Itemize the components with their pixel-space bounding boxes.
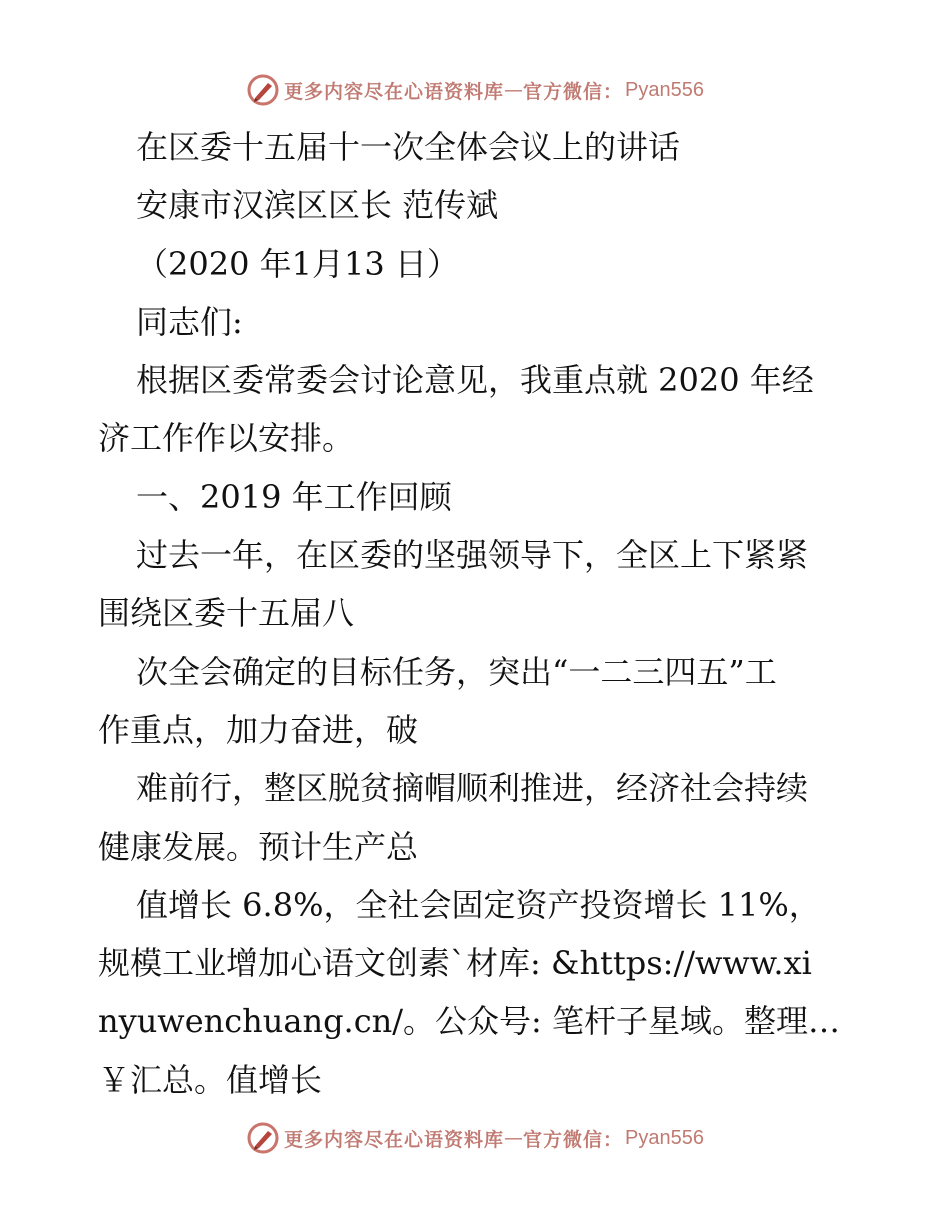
header-watermark-banner	[0, 70, 950, 110]
paragraph-line: ￥汇总。值增长	[98, 1060, 323, 1099]
paragraph-line: 健康发展。预计生产总	[98, 827, 419, 866]
paragraph-line: 难前行，整区脱贫摘帽顺利推进，经济社会持续	[136, 769, 809, 808]
footer-watermark-banner	[0, 1118, 950, 1158]
header-banner-wechat-label: 官方微信：	[523, 80, 624, 103]
speaker-line: 安康市汉滨区区长 范传斌	[136, 186, 499, 225]
paragraph-line: 规模工业增加心语文创素`材库: &https://www.xi	[98, 944, 812, 983]
date-line: （2020 年1月13 日）	[136, 244, 459, 283]
footer-banner-wechat-id: Pyan556	[625, 1126, 704, 1149]
section-heading: 一、2019 年工作回顾	[136, 477, 452, 516]
paragraph-line: 值增长 6.8%，全社会固定资产投资增长 11%，	[136, 885, 821, 924]
footer-banner-text: 更多内容尽在心语资料库	[284, 1128, 505, 1151]
footer-banner-separator: —	[504, 1127, 524, 1149]
pen-logo-icon	[246, 1121, 280, 1155]
paragraph-line: 次全会确定的目标任务，突出“一二三四五”工	[136, 652, 777, 691]
paragraph-line: 过去一年，在区委的坚强领导下，全区上下紧紧	[136, 536, 809, 575]
header-banner-separator: —	[504, 79, 524, 101]
header-banner-text: 更多内容尽在心语资料库	[284, 80, 505, 103]
document-body	[98, 118, 858, 1109]
footer-banner-wechat-label: 官方微信：	[523, 1128, 624, 1151]
paragraph-line: 济工作作以安排。	[98, 419, 355, 458]
pen-logo-icon	[246, 73, 280, 107]
paragraph-line: 根据区委常委会讨论意见，我重点就 2020 年经	[136, 361, 814, 400]
paragraph-line: nyuwenchuang.cn/。公众号: 笔杆子星域。整理…	[98, 1002, 840, 1041]
speech-title: 在区委十五届十一次全体会议上的讲话	[136, 128, 681, 166]
header-banner-wechat-id: Pyan556	[625, 78, 704, 101]
salutation: 同志们:	[136, 302, 243, 341]
paragraph-line: 作重点，加力奋进，破	[98, 710, 419, 749]
paragraph-line: 围绕区委十五届八	[98, 594, 355, 633]
